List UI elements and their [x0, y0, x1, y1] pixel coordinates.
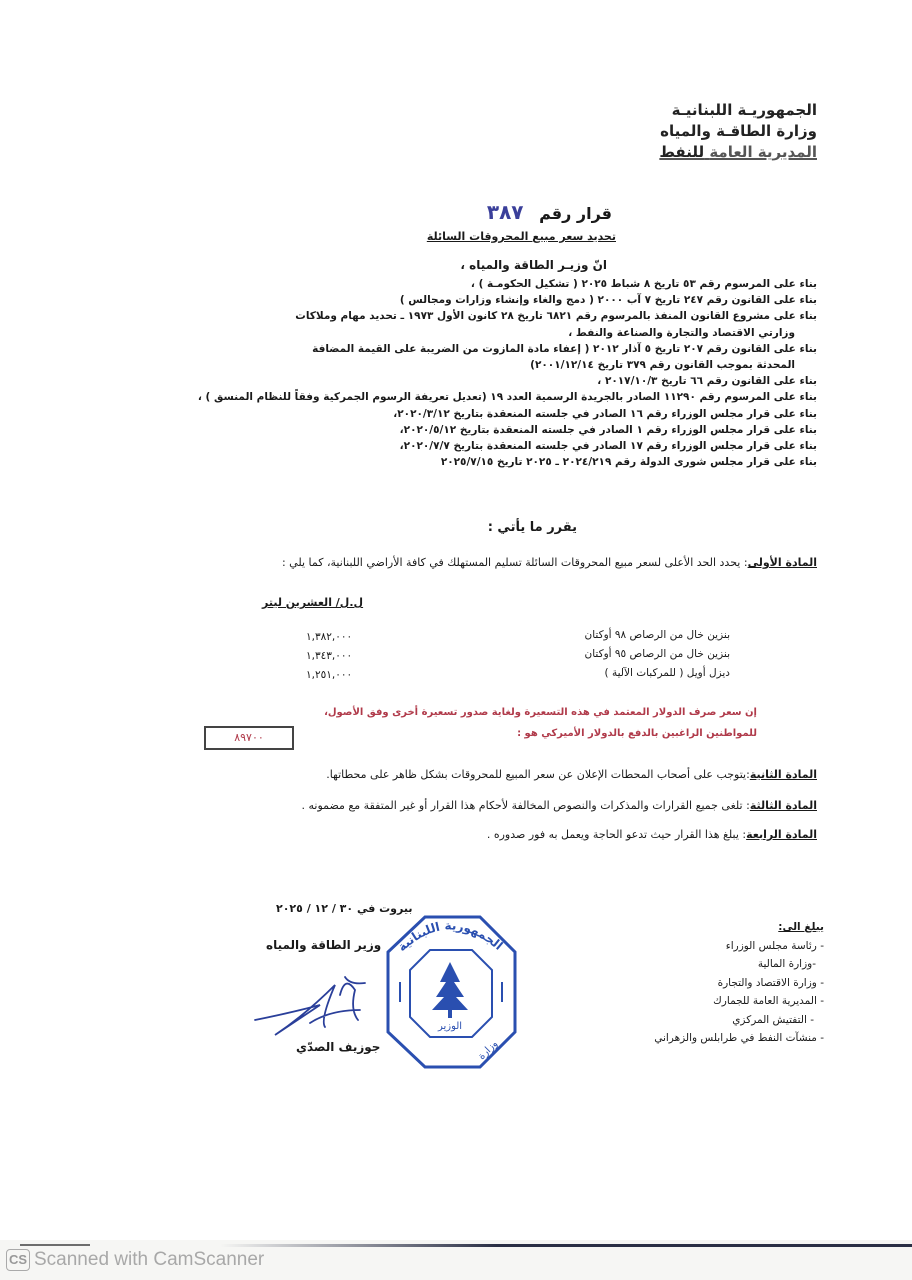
exchange-rate-value: ٨٩٧٠٠	[204, 726, 294, 750]
fuel-name: بنزين خال من الرصاص ٩٨ أوكتان	[584, 629, 730, 641]
distribution-item: - منشآت النفط في طرابلس والزهراني	[654, 1032, 824, 1044]
article-3	[302, 799, 818, 813]
watermark-text: Scanned with CamScanner	[34, 1249, 265, 1270]
handwritten-signature	[250, 965, 380, 1050]
basis-item-continued: وزارتي الاقتصاد والتجارة والصناعة والنفط ،	[568, 326, 795, 339]
letterhead	[659, 100, 817, 163]
camscanner-logo-icon: CS	[6, 1249, 30, 1271]
directorate-name: المديرية العامة	[709, 143, 817, 161]
decides-heading: يقرر ما يأتي :	[487, 520, 577, 535]
scan-edge-line-left	[20, 1244, 90, 1246]
decision-number: ٣٨٧	[486, 200, 524, 224]
basis-item: بناء على مشروع القانون المنفذ بالمرسوم رقم ٦٨٢١ تاريخ ٢٨ كانون الأول ١٩٧٣ ـ تحديد مهام وملاكات	[295, 310, 817, 323]
camscanner-watermark	[6, 1249, 264, 1271]
fuel-price: ١,٣٤٣,٠٠٠	[306, 650, 353, 662]
article-2-text: :يتوجب على أصحاب المحطات الإعلان عن سعر المبيع للمحروقات بشكل ظاهر على محطاتها.	[326, 768, 750, 781]
basis-item-continued: المحدثة بموجب القانون رقم ٣٧٩ تاريخ ٢٠٠١/١٢/١٤)	[530, 359, 795, 372]
distribution-item: - التفتيش المركزي	[732, 1013, 814, 1026]
official-stamp	[380, 912, 520, 1072]
place-date: بيروت في ٣٠ / ١٢ / ٢٠٢٥	[276, 902, 413, 915]
article-4	[487, 828, 817, 842]
distribution-heading: يبلغ الى:	[778, 921, 824, 933]
intro-line: انّ وزيـر الطاقة والمياه ،	[460, 258, 607, 272]
stamp-text-center: الوزير	[437, 1021, 463, 1032]
distribution-item: - المديرية العامة للجمارك	[713, 995, 824, 1007]
basis-item: بناء على قرار مجلس الوزراء رقم ١٦ الصادر في جلسته المنعقدة بتاريخ ٢٠٢٠/٣/١٢،	[393, 407, 817, 420]
price-unit: ل.ل/ العشرين ليتر	[262, 596, 364, 609]
svg-text:الجمهورية اللبنانية	[395, 918, 506, 954]
fuel-price: ١,٢٥١,٠٠٠	[306, 669, 353, 681]
article-1	[282, 556, 817, 570]
exchange-rate-note-2: للمواطنين الراغبين بالدفع بالدولار الأميركي هو :	[517, 728, 757, 739]
decision-label: قرار رقم	[539, 204, 612, 223]
fuel-name: ديزل أويل ( للمركبات الآلية )	[604, 667, 730, 679]
article-4-label: المادة الرابعة	[746, 828, 817, 841]
minister-name: جوزيف الصدّي	[296, 1040, 381, 1054]
scan-edge-line	[220, 1244, 912, 1247]
article-2	[326, 768, 817, 782]
legal-basis-list	[157, 276, 817, 470]
distribution-item: - وزارة الاقتصاد والتجارة	[717, 976, 824, 989]
article-2-label: المادة الثانية	[749, 768, 817, 781]
letterhead-republic: الجمهوريـة اللبنانيـة	[671, 101, 817, 119]
directorate-oil: للنفط	[659, 143, 705, 161]
basis-item: بناء على قرار مجلس الوزراء رقم ١ الصادر في جلسته المنعقدة بتاريخ ٢٠٢٠/٥/١٢،	[399, 423, 817, 436]
distribution-list	[654, 918, 824, 1048]
exchange-rate-note: إن سعر صرف الدولار المعتمد في هذه التسعيرة ولغاية صدور تسعيرة أخرى وفق الأصول،	[324, 707, 757, 718]
basis-item: بناء على القانون رقم ٢٤٧ تاريخ ٧ آب ٢٠٠٠ ( دمج والغاء وإنشاء وزارات ومجالس )	[399, 294, 817, 307]
letterhead-ministry: وزارة الطاقـة والمياه	[660, 122, 817, 140]
basis-item: بناء على قرار مجلس الوزراء رقم ١٧ الصادر في جلسته المنعقدة بتاريخ ٢٠٢٠/٧/٧،	[399, 440, 817, 453]
decision-subject: تحديد سعر مبيع المحروقات السائلة	[426, 230, 616, 243]
article-1-text: : يحدد الحد الأعلى لسعر مبيع المحروقات السائلة تسليم المستهلك في كافة الأراضي اللبنانية، كما يلي :	[281, 556, 748, 569]
stamp-text-bottom: وزارة	[476, 1038, 501, 1063]
letterhead-directorate	[659, 142, 817, 163]
article-3-text: : تلغى جميع القرارات والمذكرات والنصوص المخالفة لأحكام هذا القرار أو غير المتفقة مع مضمونه .	[301, 799, 750, 812]
basis-item: بناء على القانون رقم ٢٠٧ تاريخ ٥ آذار ٢٠١٢ ( إعفاء مادة المازوت من الضريبة على القيمة المضافة	[312, 342, 817, 355]
article-4-text: : يبلغ هذا القرار حيث تدعو الحاجة ويعمل به فور صدوره .	[486, 828, 747, 841]
decision-title	[487, 200, 612, 224]
distribution-item: - رئاسة مجلس الوزراء	[725, 939, 824, 952]
basis-item: بناء على المرسوم رقم ١١٢٩٠ الصادر بالجريدة الرسمية العدد ١٩ (تعديل تعريفة الرسوم الجمركية وفقاً للنظام المنسق ) ،	[197, 391, 817, 404]
basis-item: بناء على القانون رقم ٦٦ تاريخ ٢٠١٧/١٠/٣ ،	[597, 375, 817, 388]
stamp-text-top: الجمهورية اللبنانية	[394, 918, 506, 955]
article-1-label: المادة الأولى	[747, 556, 817, 569]
fuel-name: بنزين خال من الرصاص ٩٥ أوكتان	[584, 648, 730, 660]
distribution-item: -وزارة المالية	[757, 958, 816, 970]
minister-title: وزير الطاقة والمياه	[266, 938, 382, 952]
basis-item: بناء على المرسوم رقم ٥٣ تاريخ ٨ شباط ٢٠٢٥ ( تشكيل الحكومـة ) ،	[470, 278, 817, 290]
article-3-label: المادة الثالثة	[749, 799, 817, 812]
fuel-price: ١,٣٨٢,٠٠٠	[306, 631, 353, 643]
basis-item: بناء على قرار مجلس شورى الدولة رقم ٢٠٢٤/٢١٩ ـ ٢٠٢٥ تاريخ ٢٠٢٥/٧/١٥	[440, 456, 817, 469]
